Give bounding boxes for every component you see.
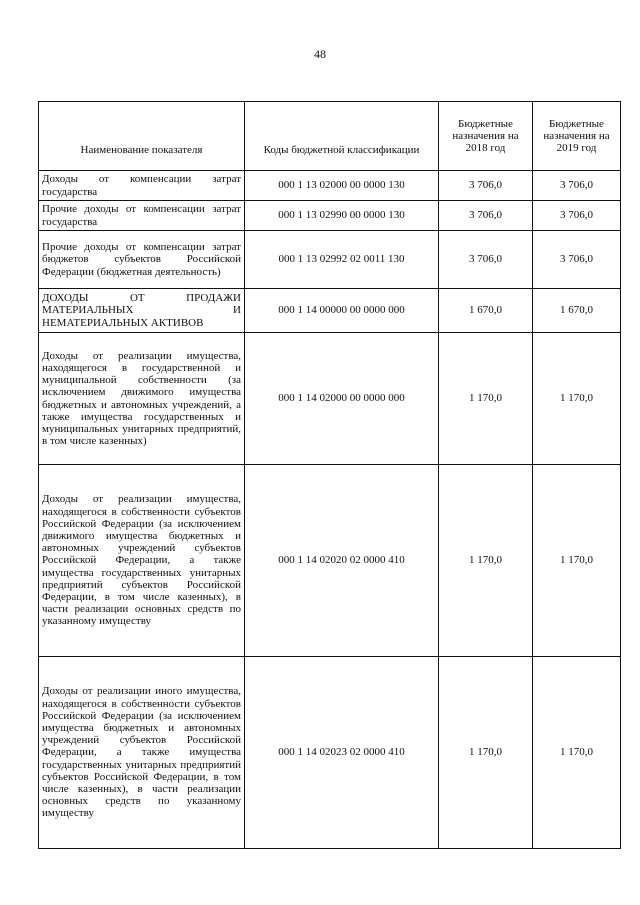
table-row (39, 289, 621, 333)
header-2018: Бюджетные назначения на 2018 год (439, 102, 533, 171)
table-row (39, 231, 621, 289)
row-name: ДОХОДЫ ОТ ПРОДАЖИ МАТЕРИАЛЬНЫХ И НЕМАТЕРИАЛЬНЫХ АКТИВОВ (39, 289, 245, 333)
header-name: Наименование показателя (39, 102, 245, 171)
row-code: 000 1 14 02020 02 0000 410 (245, 465, 439, 657)
table-row (39, 465, 621, 657)
table-row (39, 333, 621, 465)
row-code: 000 1 14 02023 02 0000 410 (245, 657, 439, 849)
row-code: 000 1 13 02000 00 0000 130 (245, 171, 439, 201)
row-code: 000 1 14 02000 00 0000 000 (245, 333, 439, 465)
page-number: 48 (314, 47, 326, 61)
row-name: Прочие доходы от компенсации затрат государства (39, 201, 245, 231)
row-name: Доходы от реализации иного имущества, находящегося в собственности субъектов Российской Федерации (за исключением имущества бюджетных и автономных учреждений субъектов Российской Федерации, а также имущества государственных унитарных предприятий субъектов Российской Федерации, в том числе казенных), в части реализации основных средств по указанному имуществу (39, 657, 245, 849)
row-2018: 3 706,0 (439, 201, 533, 231)
row-name: Доходы от компенсации затрат государства (39, 171, 245, 201)
row-code: 000 1 13 02992 02 0011 130 (245, 231, 439, 289)
row-2019: 1 670,0 (533, 289, 621, 333)
row-name: Доходы от реализации имущества, находящегося в собственности субъектов Российской Федерации (за исключением движимого имущества бюджетных и автономных учреждений субъектов Российской Федерации, а также имущества государственных унитарных предприятий субъектов Российской Федерации, в том числе казенных), в части реализации основных средств по указанному имуществу (39, 465, 245, 657)
row-2019: 1 170,0 (533, 333, 621, 465)
row-name: Доходы от реализации имущества, находящегося в государственной и муниципальной собственности (за исключением движимого имущества бюджетных и автономных учреждений, а также имущества государственных и муниципальных унитарных предприятий, в том числе казенных) (39, 333, 245, 465)
header-2019: Бюджетные назначения на 2019 год (533, 102, 621, 171)
row-name: Прочие доходы от компенсации затрат бюджетов субъектов Российской Федерации (бюджетная деятельность) (39, 231, 245, 289)
row-2018: 3 706,0 (439, 231, 533, 289)
row-2018: 1 670,0 (439, 289, 533, 333)
budget-table (38, 101, 621, 849)
header-code: Коды бюджетной классификации (245, 102, 439, 171)
row-2019: 1 170,0 (533, 657, 621, 849)
table-row (39, 171, 621, 201)
table-row (39, 201, 621, 231)
row-2019: 3 706,0 (533, 231, 621, 289)
row-2018: 1 170,0 (439, 333, 533, 465)
row-2018: 1 170,0 (439, 465, 533, 657)
row-code: 000 1 14 00000 00 0000 000 (245, 289, 439, 333)
row-2018: 3 706,0 (439, 171, 533, 201)
row-2019: 3 706,0 (533, 201, 621, 231)
row-2019: 1 170,0 (533, 465, 621, 657)
table-header-row (39, 102, 621, 171)
table-row (39, 657, 621, 849)
row-code: 000 1 13 02990 00 0000 130 (245, 201, 439, 231)
row-2019: 3 706,0 (533, 171, 621, 201)
row-2018: 1 170,0 (439, 657, 533, 849)
